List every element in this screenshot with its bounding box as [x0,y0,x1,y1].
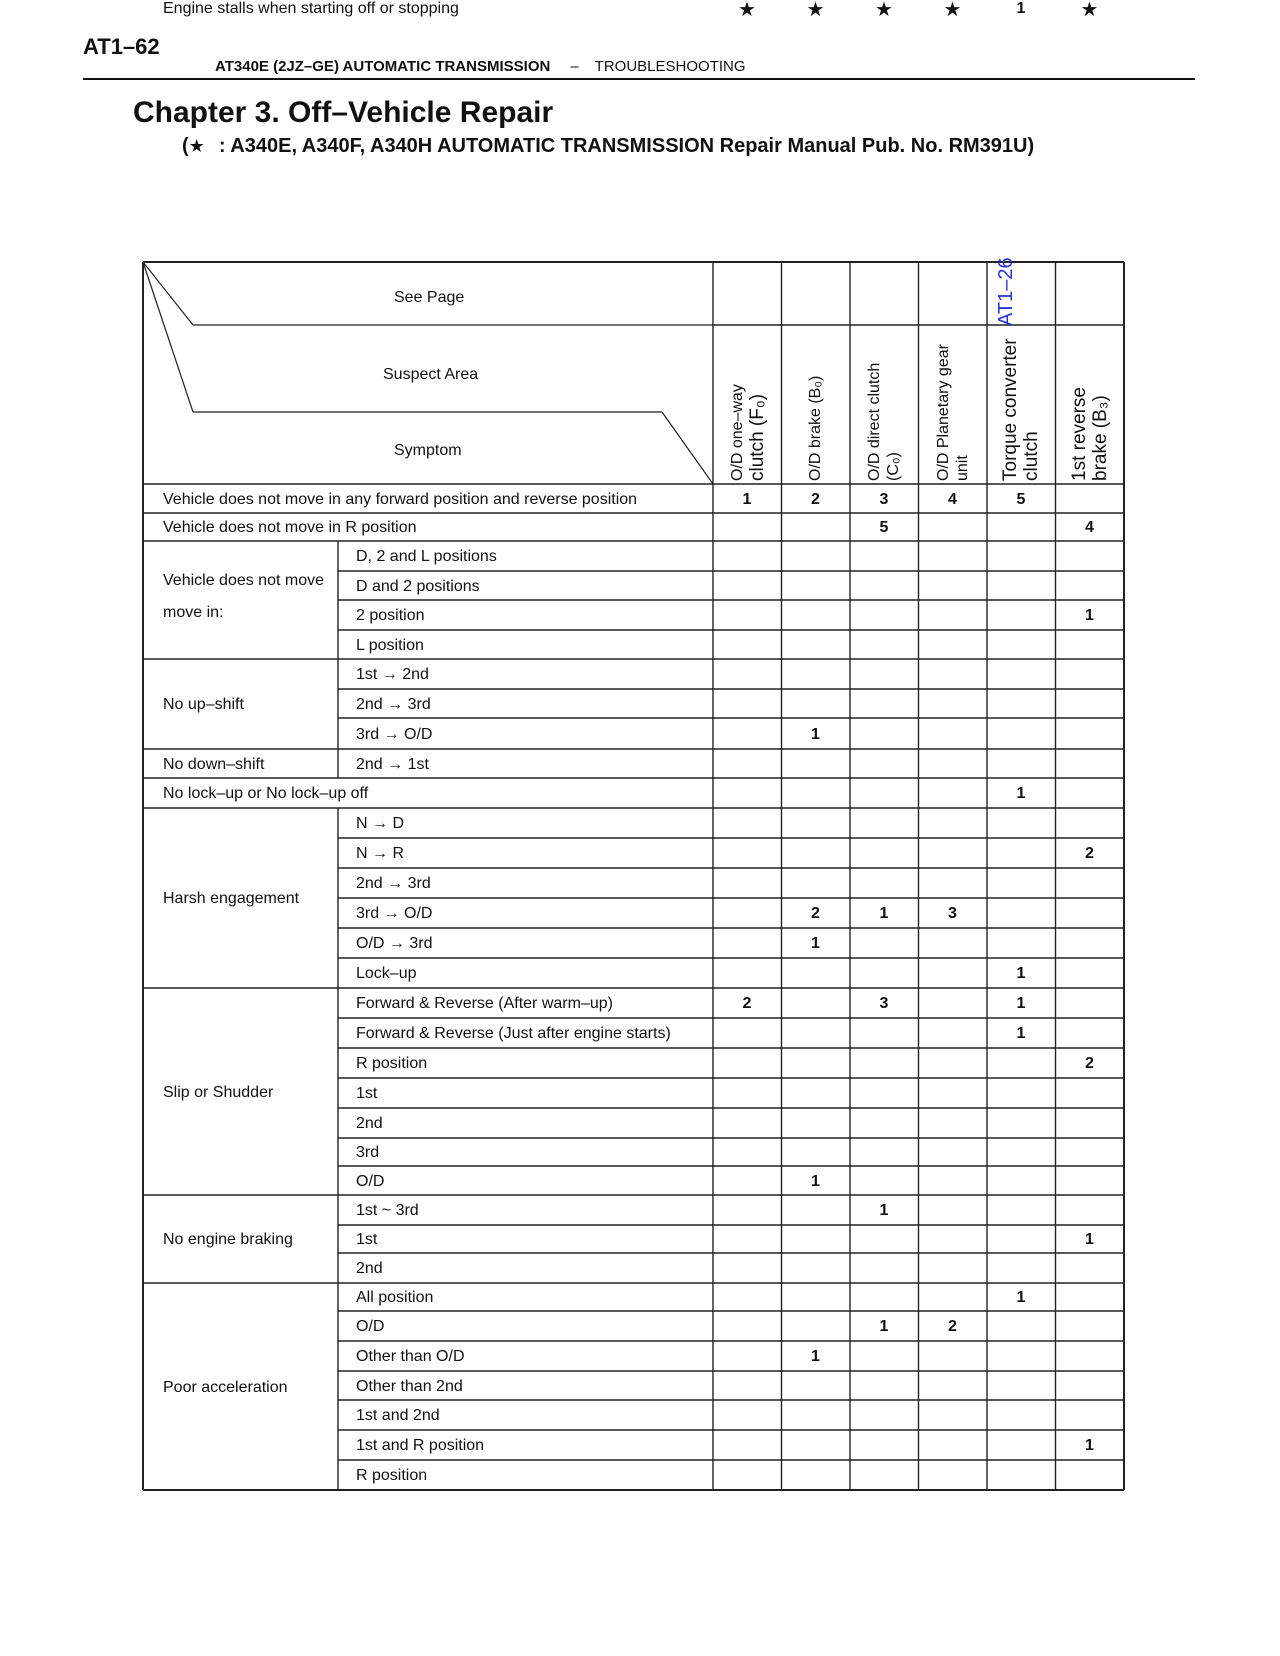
condition-label: O/D → 3rd [356,935,433,952]
priority-mark: 2 [1085,845,1094,862]
priority-mark: 2 [811,490,820,508]
condition-label: R position [356,1467,428,1484]
column-header-label: O/D brake (B₀) [807,375,825,481]
priority-mark: 1 [1016,0,1026,17]
priority-mark: 3 [879,490,889,508]
priority-mark: 1 [811,935,820,952]
subtitle-text: : A340E, A340F, A340H AUTOMATIC TRANSMISSION Repair Manual Pub. No. RM391U) [218,135,1035,157]
corner-diagonal [662,412,713,484]
column-header-label: O/D Planetary gear [934,344,952,481]
priority-mark: 1 [879,1318,889,1335]
priority-mark: 2 [811,905,820,922]
star-icon: ★ [1080,0,1099,21]
star-icon: ★ [188,136,205,156]
condition-label: N → R [356,845,404,862]
condition-label: 1st ~ 3rd [356,1202,419,1219]
priority-mark: 3 [879,995,889,1012]
condition-label: 2nd → 1st [356,755,429,773]
symptom-label: Symptom [394,442,462,459]
column-header-label: clutch (F₀) [747,393,769,481]
condition-label: 2 position [356,607,425,624]
star-icon: ★ [943,0,962,21]
condition-label: 2nd [356,1115,383,1132]
priority-mark: 1 [879,1202,889,1219]
priority-mark: 1 [879,905,889,922]
see-page-label: See Page [394,289,465,306]
symptom-group-label: Slip or Shudder [163,1083,274,1101]
corner-diagonal [143,262,193,325]
chapter-title: Chapter 3. Off–Vehicle Repair [133,96,554,129]
section-name: TROUBLESHOOTING [594,58,746,75]
priority-mark: 1 [811,725,820,743]
condition-label: Other than 2nd [356,1377,463,1395]
priority-mark: 1 [1016,995,1026,1012]
symptom-group-label: Harsh engagement [163,890,300,907]
condition-label: Forward & Reverse (Just after engine starts) [356,1025,671,1042]
priority-mark: 5 [1016,490,1026,508]
column-header-label: O/D direct clutch [866,362,884,481]
condition-label: L position [356,636,424,654]
condition-label: N → D [356,815,404,832]
symptom-label-row: No lock–up or No lock–up off [163,785,369,802]
condition-label: D, 2 and L positions [356,548,497,565]
page-reference-link[interactable]: AT1–26 [995,257,1017,326]
condition-label: 1st and R position [356,1437,485,1454]
symptom-group-label: Poor acceleration [163,1378,288,1396]
condition-label: D and 2 positions [356,577,480,595]
condition-label: 2nd [356,1260,383,1277]
symptom-label-row: Vehicle does not move in any forward position and reverse position [163,490,638,508]
symptom-group-label: move in: [163,604,224,621]
symptom-label-row: Vehicle does not move in R position [163,519,417,536]
page-number: AT1–62 [83,34,160,59]
condition-label: 3rd → O/D [356,725,433,743]
star-icon: ★ [875,0,893,21]
condition-label: Other than O/D [356,1348,465,1365]
priority-mark: 1 [1085,1437,1094,1454]
condition-label: 3rd → O/D [356,905,433,922]
suspect-area-label: Suspect Area [383,366,479,383]
star-icon: ★ [738,0,756,21]
condition-label: 1st and 2nd [356,1407,440,1424]
column-header-label: brake (B₃) [1089,395,1111,481]
condition-label: Lock–up [356,965,417,982]
priority-mark: 4 [1085,519,1094,536]
condition-label: Forward & Reverse (After warm–up) [356,995,613,1012]
priority-mark: 1 [811,1348,820,1365]
manual-title: AT340E (2JZ–GE) AUTOMATIC TRANSMISSION [215,58,551,75]
condition-label: O/D [356,1318,385,1335]
priority-mark: 2 [1085,1055,1094,1072]
symptom-group-label: No down–shift [163,755,265,773]
priority-mark: 1 [811,1172,820,1190]
column-header-label: O/D one–way [729,384,747,481]
corner-diagonal [143,262,193,412]
priority-mark: 1 [1016,785,1026,802]
priority-mark: 2 [948,1318,957,1335]
condition-label: 3rd [356,1144,380,1161]
priority-mark: 1 [1085,1231,1094,1248]
symptom-group-label: No engine braking [163,1231,293,1248]
column-header-label: unit [953,455,971,481]
column-header-label: clutch [1021,431,1043,481]
priority-mark: 1 [1085,607,1094,624]
priority-mark: 4 [948,490,957,508]
condition-label: 2nd → 3rd [356,875,431,892]
priority-mark: 1 [742,490,752,508]
priority-mark: 3 [948,905,957,922]
column-header-label: (C₀) [885,452,903,481]
priority-mark: 2 [742,995,752,1012]
condition-label: 2nd → 3rd [356,695,431,713]
condition-label: 1st [356,1085,378,1102]
condition-label: R position [356,1055,428,1072]
condition-label: 1st → 2nd [356,666,429,683]
condition-label: All position [356,1289,434,1306]
symptom-label-row: Engine stalls when starting off or stopping [163,0,459,17]
priority-mark: 5 [879,519,889,536]
column-header-label: Torque converter [1000,338,1022,481]
header-dash: – [570,58,579,75]
priority-mark: 1 [1016,1289,1026,1306]
column-header-label: 1st reverse [1068,387,1090,481]
condition-label: O/D [356,1172,385,1190]
chapter-subtitle: (★ : A340E, A340F, A340H AUTOMATIC TRANSMISSION Repair Manual Pub. No. RM391U) [182,135,1035,157]
priority-mark: 1 [1016,965,1026,982]
condition-label: 1st [356,1231,378,1248]
priority-mark: 1 [1016,1025,1026,1042]
star-icon: ★ [806,0,825,21]
symptom-group-label: No up–shift [163,696,244,713]
symptom-group-label: Vehicle does not move [163,572,324,589]
